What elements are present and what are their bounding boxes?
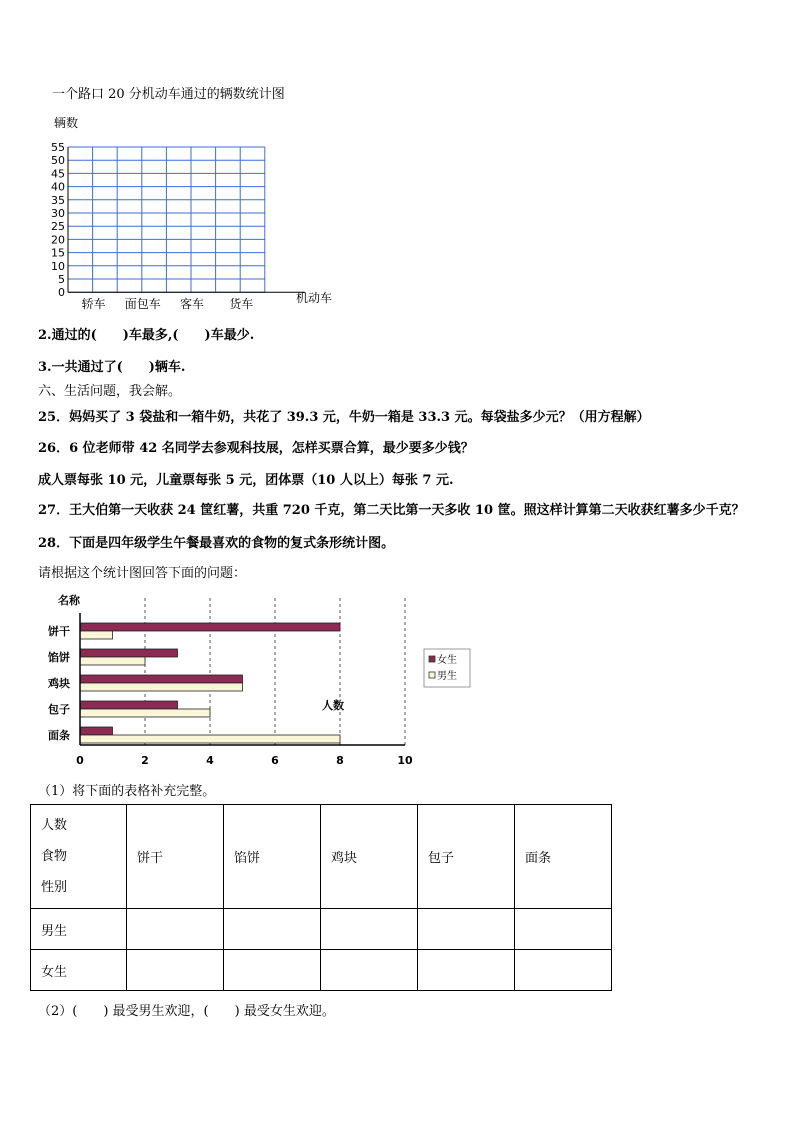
row-label-girls: 女生: [31, 950, 127, 991]
y-tick-label: 25: [51, 220, 65, 234]
corner-label-count: 人数: [41, 818, 68, 833]
bar-girls: [80, 675, 243, 683]
bar-boys: [80, 657, 145, 665]
header-cell: 饼干: [127, 805, 224, 909]
answer-cell[interactable]: [515, 950, 612, 991]
question-3: 3.一共通过了( )辆车.: [38, 360, 186, 375]
y-tick-label: 5: [58, 273, 65, 286]
answer-cell[interactable]: [418, 950, 515, 991]
sub-question-1: （1）将下面的表格补充完整。: [38, 784, 216, 799]
question-28-sub: 请根据这个统计图回答下面的问题：: [38, 566, 247, 581]
answer-cell[interactable]: [224, 909, 321, 950]
chart2-legend: [424, 649, 470, 687]
y-tick-label: 20: [51, 233, 65, 247]
category-label: 鸡块: [48, 677, 70, 690]
x-tick-label: 0: [76, 754, 84, 767]
question-28: 28．下面是四年级学生午餐最喜欢的食物的复式条形统计图。: [38, 536, 395, 551]
question-2: 2.通过的( )车最多,( )车最少.: [38, 328, 255, 343]
chart1-categories: [82, 296, 254, 311]
chart1-grid: [68, 147, 305, 292]
category-label: 包子: [48, 703, 70, 716]
sub-question-2: （2）( ) 最受男生欢迎，( ) 最受女生欢迎。: [38, 1004, 335, 1019]
answer-cell[interactable]: [224, 950, 321, 991]
y-tick-label: 55: [51, 141, 65, 154]
x-tick-label: 2: [141, 754, 149, 767]
header-cell: 包子: [418, 805, 515, 909]
table-corner-cell: [31, 805, 127, 909]
x-tick-label: 4: [206, 754, 214, 767]
y-tick-label: 10: [51, 259, 65, 273]
answer-cell[interactable]: [515, 909, 612, 950]
food-bar-chart: [30, 585, 470, 775]
question-26: 26．6 位老师带 42 名同学去参观科技展，怎样买票合算，最少要多少钱？: [38, 441, 474, 456]
category-label: 客车: [179, 297, 205, 312]
bar-girls: [80, 623, 340, 631]
bar-boys: [80, 709, 210, 717]
category-label: 货车: [229, 297, 254, 312]
chart1-xlabel: 机动车: [296, 291, 333, 305]
chart2-xlabel: 人数: [322, 699, 344, 712]
question-26-prices: 成人票每张 10 元，儿童票每张 5 元，团体票（10 人以上）每张 7 元.: [38, 473, 454, 488]
vehicle-grid-chart: [30, 108, 390, 312]
corner-label-gender: 性别: [41, 880, 68, 895]
y-tick-label: 45: [51, 167, 65, 181]
chart1-title: 一个路口 20 分机动车通过的辆数统计图: [52, 87, 285, 102]
legend-swatch-girls: [429, 656, 435, 662]
chart1-y-ticks: [51, 141, 65, 299]
legend-label-girls: 女生: [437, 655, 457, 666]
bar-girls: [80, 727, 113, 735]
y-tick-label: 35: [51, 193, 65, 207]
legend-label-boys: 男生: [437, 671, 457, 682]
chart2-category-labels: [47, 624, 70, 742]
bar-girls: [80, 649, 178, 657]
question-25: 25．妈妈买了 3 袋盐和一箱牛奶，共花了 39.3 元，牛奶一箱是 33.3 元。每袋盐多少元？（用方程解）: [38, 410, 650, 425]
chart2-x-ticks: [76, 754, 413, 767]
x-tick-label: 10: [397, 754, 413, 767]
y-tick-label: 0: [58, 286, 65, 300]
category-label: 馅饼: [48, 651, 70, 664]
chart2-gridlines: [145, 598, 405, 745]
section-heading: 六、生活问题，我会解。: [38, 384, 182, 399]
fill-in-table: [30, 804, 612, 991]
question-27: 27．王大伯第一天收获 24 筐红薯，共重 720 千克，第二天比第一天多收 10 筐。照这样计算第二天收获红薯多少千克？: [38, 503, 745, 518]
bar-boys: [80, 735, 340, 743]
header-cell: 馅饼: [224, 805, 321, 909]
category-label: 轿车: [81, 297, 106, 312]
x-tick-label: 6: [271, 754, 279, 767]
y-tick-label: 50: [51, 154, 65, 168]
chart2-ylabel: 名称: [58, 594, 80, 607]
bar-girls: [80, 701, 178, 709]
chart1-ylabel: 辆数: [54, 116, 79, 130]
category-label: 饼干: [48, 625, 70, 638]
x-tick-label: 8: [336, 754, 344, 767]
answer-cell[interactable]: [127, 909, 224, 950]
answer-cell[interactable]: [418, 909, 515, 950]
header-cell: 面条: [515, 805, 612, 909]
y-tick-label: 15: [51, 246, 65, 260]
corner-label-food: 食物: [41, 849, 68, 864]
row-label-boys: 男生: [31, 909, 127, 950]
category-label: 面包车: [124, 297, 161, 312]
header-cell: 鸡块: [321, 805, 418, 909]
answer-cell[interactable]: [321, 950, 418, 991]
answer-cell[interactable]: [321, 909, 418, 950]
bar-boys: [80, 683, 243, 691]
y-tick-label: 40: [51, 180, 65, 194]
y-tick-label: 30: [51, 207, 65, 220]
category-label: 面条: [48, 729, 70, 742]
bar-boys: [80, 631, 113, 639]
legend-swatch-boys: [429, 672, 435, 678]
answer-cell[interactable]: [127, 950, 224, 991]
